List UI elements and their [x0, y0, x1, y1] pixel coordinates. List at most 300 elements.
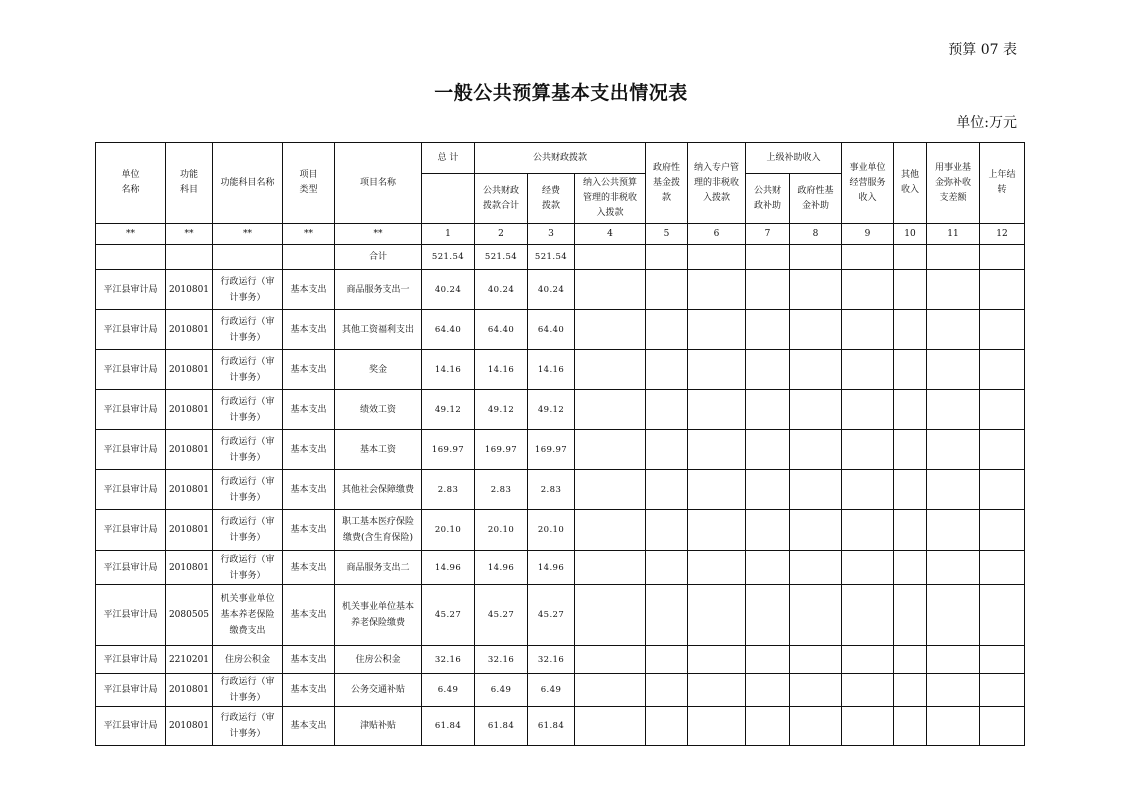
- cell-superior-public: [746, 245, 790, 270]
- item-name-text: 奖金: [368, 364, 387, 375]
- header-nontax-budget: 纳入公共预算管理的非税收入拨款: [575, 174, 646, 224]
- header-superior-subsidy: 上级补助收入: [746, 143, 842, 174]
- cell-item-name: [335, 310, 422, 350]
- cell-funding: 2.83: [528, 470, 575, 510]
- table-row: [96, 674, 1025, 707]
- cell-superior-gov-fund: [790, 674, 842, 707]
- header-business-income: 事业单位经营服务收入: [842, 143, 894, 224]
- total-label: 合计: [335, 245, 422, 270]
- cell-unit: 平江县审计局: [96, 551, 166, 585]
- cell-gov-fund: [646, 270, 688, 310]
- item-name-text: 津贴补贴: [359, 721, 396, 731]
- cell-func-name: [213, 470, 283, 510]
- header-gov-fund: 政府性基金拨款: [646, 143, 688, 224]
- cell-nontax-budget: [575, 551, 646, 585]
- cell-funding: 61.84: [528, 707, 575, 746]
- cell-unit: 平江县审计局: [96, 350, 166, 390]
- cell-total: 6.49: [422, 674, 475, 707]
- total-sum: 521.54: [422, 245, 475, 270]
- budget-table: [95, 142, 1025, 746]
- cell-nontax-budget: [575, 350, 646, 390]
- table-row: [96, 310, 1025, 350]
- func-name-text: 行政运行（审计事务）: [220, 713, 275, 739]
- cell-business-income: [842, 245, 894, 270]
- cell-nontax-budget: [575, 470, 646, 510]
- table-row: [96, 646, 1025, 674]
- cell-func-code: 2010801: [166, 270, 213, 310]
- cell-funding: 14.16: [528, 350, 575, 390]
- cell-gov-fund: [646, 510, 688, 551]
- cell-superior-public: [746, 585, 790, 646]
- cell-business-income: [842, 470, 894, 510]
- item-name-text: 住房公积金: [355, 654, 401, 665]
- item-name-text: 商品服务支出二: [346, 562, 410, 573]
- cell-superior-public: [746, 430, 790, 470]
- cell-unit: 平江县审计局: [96, 646, 166, 674]
- cell-business-income: [842, 510, 894, 551]
- func-name-text: 机关事业单位基本养老保险缴费支出: [220, 594, 275, 636]
- cell-business-income: [842, 310, 894, 350]
- header-special-nontax: 纳入专户管理的非税收入拨款: [688, 143, 746, 224]
- cell-func-name: [213, 646, 283, 674]
- cell-superior-gov-fund: [790, 646, 842, 674]
- cell-func-code: 2010801: [166, 390, 213, 430]
- cell-other-income: [894, 350, 927, 390]
- cell-superior-gov-fund: [790, 470, 842, 510]
- index-cell: **: [166, 224, 213, 245]
- index-row: [96, 224, 1025, 245]
- header-unit-name: 单位名称: [96, 143, 166, 224]
- cell-item-type: 基本支出: [283, 707, 335, 746]
- cell-other-income: [894, 310, 927, 350]
- cell-func-name: [213, 310, 283, 350]
- cell-carryover: [980, 470, 1025, 510]
- cell-unit: 平江县审计局: [96, 674, 166, 707]
- cell-public-fiscal-total: 2.83: [475, 470, 528, 510]
- index-cell: 7: [746, 224, 790, 245]
- cell-business-income: [842, 646, 894, 674]
- cell-gov-fund: [646, 310, 688, 350]
- cell-superior-gov-fund: [790, 430, 842, 470]
- table-row: [96, 270, 1025, 310]
- cell-carryover: [980, 707, 1025, 746]
- cell-funding: 169.97: [528, 430, 575, 470]
- table-row: [96, 551, 1025, 585]
- cell-total: 20.10: [422, 510, 475, 551]
- cell-business-income: [842, 430, 894, 470]
- cell-business-income: [842, 707, 894, 746]
- item-name-text: 基本工资: [359, 444, 396, 455]
- header-superior-gov-fund: 政府性基金补助: [790, 174, 842, 224]
- cell-reserve-fund: [927, 510, 980, 551]
- cell-func-name: [213, 707, 283, 746]
- cell-superior-public: [746, 646, 790, 674]
- func-name-text: 行政运行（审计事务）: [220, 436, 275, 463]
- cell-other-income: [894, 470, 927, 510]
- cell-unit: 平江县审计局: [96, 270, 166, 310]
- item-name-text: 机关事业单位基本养老保险缴费: [341, 602, 414, 628]
- cell-item-type: 基本支出: [283, 430, 335, 470]
- cell-reserve-fund: [927, 646, 980, 674]
- cell-other-income: [894, 551, 927, 585]
- cell-special-nontax: [688, 310, 746, 350]
- cell-func-name: [213, 270, 283, 310]
- cell-unit: 平江县审计局: [96, 510, 166, 551]
- item-name-text: 职工基本医疗保险缴费(含生育保险): [341, 517, 414, 543]
- cell-reserve-fund: [927, 551, 980, 585]
- cell-special-nontax: [688, 646, 746, 674]
- cell-public-fiscal-total: 20.10: [475, 510, 528, 551]
- index-cell: 6: [688, 224, 746, 245]
- index-cell: 9: [842, 224, 894, 245]
- cell-superior-gov-fund: [790, 551, 842, 585]
- cell-total: 32.16: [422, 646, 475, 674]
- total-public-fiscal: 521.54: [475, 245, 528, 270]
- index-cell: **: [335, 224, 422, 245]
- cell-item-type: 基本支出: [283, 551, 335, 585]
- cell-funding: 64.40: [528, 310, 575, 350]
- cell-reserve-fund: [927, 470, 980, 510]
- cell-public-fiscal-total: 14.16: [475, 350, 528, 390]
- form-number: 预算 07 表: [948, 42, 1017, 58]
- cell-item-name: [335, 390, 422, 430]
- cell-special-nontax: [688, 707, 746, 746]
- cell-superior-public: [746, 674, 790, 707]
- table-row: [96, 430, 1025, 470]
- cell-carryover: [980, 585, 1025, 646]
- cell-func-code: 2080505: [166, 585, 213, 646]
- total-funding: 521.54: [528, 245, 575, 270]
- header-funding: 经费拨款: [528, 174, 575, 224]
- cell-business-income: [842, 551, 894, 585]
- header-item-name: 项目名称: [335, 143, 422, 224]
- index-cell: 12: [980, 224, 1025, 245]
- cell-func-name: [213, 430, 283, 470]
- cell-func-code: 2010801: [166, 707, 213, 746]
- cell-item-name: [335, 585, 422, 646]
- cell-funding: 6.49: [528, 674, 575, 707]
- data-rows: [96, 270, 1025, 746]
- index-cell: **: [96, 224, 166, 245]
- cell-special-nontax: [688, 270, 746, 310]
- cell-total: 2.83: [422, 470, 475, 510]
- cell-item-type: 基本支出: [283, 585, 335, 646]
- cell-funding: 32.16: [528, 646, 575, 674]
- cell-gov-fund: [646, 585, 688, 646]
- index-cell: 10: [894, 224, 927, 245]
- cell-other-income: [894, 510, 927, 551]
- cell-item-type: 基本支出: [283, 270, 335, 310]
- cell-gov-fund: [646, 245, 688, 270]
- cell-item-name: [335, 707, 422, 746]
- cell-special-nontax: [688, 245, 746, 270]
- cell-func-name: [213, 245, 283, 270]
- cell-superior-public: [746, 551, 790, 585]
- item-name-text: 公务交通补贴: [350, 685, 405, 695]
- cell-unit: 平江县审计局: [96, 430, 166, 470]
- cell-unit: 平江县审计局: [96, 707, 166, 746]
- cell-reserve-fund: [927, 245, 980, 270]
- cell-other-income: [894, 674, 927, 707]
- cell-public-fiscal-total: 45.27: [475, 585, 528, 646]
- index-cell: **: [283, 224, 335, 245]
- header-total: 总 计: [422, 143, 475, 174]
- header-func-name: 功能科目名称: [213, 143, 283, 224]
- cell-carryover: [980, 350, 1025, 390]
- total-row: [96, 245, 1025, 270]
- index-cell: **: [213, 224, 283, 245]
- cell-superior-public: [746, 470, 790, 510]
- cell-business-income: [842, 674, 894, 707]
- cell-item-name: [335, 350, 422, 390]
- cell-superior-gov-fund: [790, 585, 842, 646]
- func-name-text: 行政运行（审计事务）: [220, 517, 275, 543]
- cell-other-income: [894, 270, 927, 310]
- cell-reserve-fund: [927, 310, 980, 350]
- table-row: [96, 707, 1025, 746]
- cell-carryover: [980, 310, 1025, 350]
- cell-carryover: [980, 390, 1025, 430]
- cell-superior-gov-fund: [790, 390, 842, 430]
- cell-item-name: [335, 674, 422, 707]
- table-row: [96, 470, 1025, 510]
- cell-item-type: 基本支出: [283, 390, 335, 430]
- cell-item-type: 基本支出: [283, 350, 335, 390]
- cell-reserve-fund: [927, 707, 980, 746]
- cell-nontax-budget: [575, 270, 646, 310]
- func-name-text: 行政运行（审计事务）: [220, 554, 275, 581]
- cell-other-income: [894, 585, 927, 646]
- cell-funding: 45.27: [528, 585, 575, 646]
- cell-public-fiscal-total: 61.84: [475, 707, 528, 746]
- cell-other-income: [894, 646, 927, 674]
- cell-carryover: [980, 245, 1025, 270]
- table-row: [96, 510, 1025, 551]
- cell-special-nontax: [688, 350, 746, 390]
- cell-reserve-fund: [927, 350, 980, 390]
- page-title: 一般公共预算基本支出情况表: [434, 82, 688, 104]
- cell-superior-public: [746, 510, 790, 551]
- cell-func-code: 2010801: [166, 510, 213, 551]
- cell-reserve-fund: [927, 270, 980, 310]
- cell-special-nontax: [688, 390, 746, 430]
- cell-special-nontax: [688, 585, 746, 646]
- cell-total: 45.27: [422, 585, 475, 646]
- index-cell: 2: [475, 224, 528, 245]
- cell-item-type: [283, 245, 335, 270]
- cell-nontax-budget: [575, 430, 646, 470]
- cell-item-name: [335, 470, 422, 510]
- cell-superior-public: [746, 707, 790, 746]
- unit-label: 单位:万元: [956, 115, 1017, 131]
- cell-superior-gov-fund: [790, 245, 842, 270]
- header-row-1: [96, 143, 1025, 174]
- cell-func-code: 2010801: [166, 310, 213, 350]
- cell-nontax-budget: [575, 245, 646, 270]
- func-name-text: 行政运行（审计事务）: [220, 316, 275, 343]
- cell-total: 64.40: [422, 310, 475, 350]
- item-name-text: 其他工资福利支出: [341, 324, 414, 335]
- cell-nontax-budget: [575, 674, 646, 707]
- cell-public-fiscal-total: 14.96: [475, 551, 528, 585]
- cell-gov-fund: [646, 390, 688, 430]
- cell-reserve-fund: [927, 430, 980, 470]
- header-total-blank: [422, 174, 475, 224]
- cell-public-fiscal-total: 64.40: [475, 310, 528, 350]
- header-reserve-fund: 用事业基金弥补收支差额: [927, 143, 980, 224]
- header-func-code: 功能科目: [166, 143, 213, 224]
- cell-special-nontax: [688, 674, 746, 707]
- index-cell: 5: [646, 224, 688, 245]
- cell-unit: 平江县审计局: [96, 390, 166, 430]
- cell-public-fiscal-total: 40.24: [475, 270, 528, 310]
- cell-public-fiscal-total: 32.16: [475, 646, 528, 674]
- cell-func-code: 2210201: [166, 646, 213, 674]
- cell-other-income: [894, 390, 927, 430]
- cell-gov-fund: [646, 646, 688, 674]
- cell-unit: 平江县审计局: [96, 310, 166, 350]
- cell-func-code: [166, 245, 213, 270]
- cell-func-code: 2010801: [166, 470, 213, 510]
- func-name-text: 行政运行（审计事务）: [220, 356, 275, 383]
- cell-reserve-fund: [927, 674, 980, 707]
- cell-func-name: [213, 350, 283, 390]
- cell-nontax-budget: [575, 585, 646, 646]
- cell-superior-public: [746, 310, 790, 350]
- cell-gov-fund: [646, 350, 688, 390]
- cell-gov-fund: [646, 551, 688, 585]
- cell-business-income: [842, 270, 894, 310]
- cell-carryover: [980, 674, 1025, 707]
- cell-total: 14.16: [422, 350, 475, 390]
- cell-item-name: [335, 646, 422, 674]
- cell-func-name: [213, 585, 283, 646]
- header-carryover: 上年结转: [980, 143, 1025, 224]
- cell-funding: 14.96: [528, 551, 575, 585]
- header-item-type: 项目类型: [283, 143, 335, 224]
- cell-other-income: [894, 245, 927, 270]
- cell-item-name: [335, 430, 422, 470]
- index-cell: 1: [422, 224, 475, 245]
- cell-public-fiscal-total: 169.97: [475, 430, 528, 470]
- cell-total: 169.97: [422, 430, 475, 470]
- func-name-text: 行政运行（审计事务）: [220, 276, 275, 303]
- cell-carryover: [980, 646, 1025, 674]
- cell-unit: 平江县审计局: [96, 585, 166, 646]
- func-name-text: 住房公积金: [224, 654, 270, 665]
- cell-func-name: [213, 551, 283, 585]
- table-row: [96, 585, 1025, 646]
- cell-unit: [96, 245, 166, 270]
- cell-total: 61.84: [422, 707, 475, 746]
- cell-funding: 20.10: [528, 510, 575, 551]
- cell-gov-fund: [646, 470, 688, 510]
- header-other-income: 其他收入: [894, 143, 927, 224]
- header-superior-public: 公共财政补助: [746, 174, 790, 224]
- cell-business-income: [842, 390, 894, 430]
- index-cell: 3: [528, 224, 575, 245]
- cell-total: 40.24: [422, 270, 475, 310]
- cell-gov-fund: [646, 674, 688, 707]
- item-name-text: 商品服务支出一: [346, 284, 410, 295]
- cell-superior-public: [746, 270, 790, 310]
- cell-item-name: [335, 510, 422, 551]
- cell-total: 49.12: [422, 390, 475, 430]
- func-name-text: 行政运行（审计事务）: [220, 476, 275, 503]
- cell-other-income: [894, 707, 927, 746]
- cell-gov-fund: [646, 430, 688, 470]
- index-cell: 11: [927, 224, 980, 245]
- cell-nontax-budget: [575, 707, 646, 746]
- cell-superior-public: [746, 390, 790, 430]
- cell-func-name: [213, 510, 283, 551]
- cell-special-nontax: [688, 430, 746, 470]
- cell-nontax-budget: [575, 310, 646, 350]
- func-name-text: 行政运行（审计事务）: [220, 677, 275, 703]
- index-cell: 4: [575, 224, 646, 245]
- cell-carryover: [980, 551, 1025, 585]
- cell-item-type: 基本支出: [283, 674, 335, 707]
- cell-superior-gov-fund: [790, 707, 842, 746]
- cell-business-income: [842, 585, 894, 646]
- cell-item-name: [335, 551, 422, 585]
- cell-func-code: 2010801: [166, 350, 213, 390]
- cell-superior-gov-fund: [790, 270, 842, 310]
- cell-other-income: [894, 430, 927, 470]
- cell-special-nontax: [688, 510, 746, 551]
- cell-nontax-budget: [575, 646, 646, 674]
- cell-reserve-fund: [927, 390, 980, 430]
- cell-carryover: [980, 430, 1025, 470]
- cell-superior-public: [746, 350, 790, 390]
- cell-funding: 40.24: [528, 270, 575, 310]
- func-name-text: 行政运行（审计事务）: [220, 396, 275, 423]
- cell-func-code: 2010801: [166, 674, 213, 707]
- cell-business-income: [842, 350, 894, 390]
- cell-superior-gov-fund: [790, 510, 842, 551]
- item-name-text: 绩效工资: [359, 404, 396, 415]
- cell-item-name: [335, 270, 422, 310]
- cell-special-nontax: [688, 551, 746, 585]
- cell-item-type: 基本支出: [283, 510, 335, 551]
- index-cell: 8: [790, 224, 842, 245]
- cell-public-fiscal-total: 6.49: [475, 674, 528, 707]
- cell-nontax-budget: [575, 390, 646, 430]
- cell-func-name: [213, 390, 283, 430]
- cell-superior-gov-fund: [790, 310, 842, 350]
- cell-func-name: [213, 674, 283, 707]
- header-public-fiscal: 公共财政拨款: [475, 143, 646, 174]
- cell-unit: 平江县审计局: [96, 470, 166, 510]
- cell-public-fiscal-total: 49.12: [475, 390, 528, 430]
- table-row: [96, 350, 1025, 390]
- cell-special-nontax: [688, 470, 746, 510]
- cell-item-type: 基本支出: [283, 470, 335, 510]
- cell-total: 14.96: [422, 551, 475, 585]
- cell-func-code: 2010801: [166, 430, 213, 470]
- cell-item-type: 基本支出: [283, 646, 335, 674]
- item-name-text: 其他社会保障缴费: [341, 484, 414, 495]
- cell-nontax-budget: [575, 510, 646, 551]
- cell-superior-gov-fund: [790, 350, 842, 390]
- cell-gov-fund: [646, 707, 688, 746]
- cell-carryover: [980, 270, 1025, 310]
- cell-carryover: [980, 510, 1025, 551]
- cell-func-code: 2010801: [166, 551, 213, 585]
- header-public-fiscal-total: 公共财政拨款合计: [475, 174, 528, 224]
- cell-reserve-fund: [927, 585, 980, 646]
- cell-item-type: 基本支出: [283, 310, 335, 350]
